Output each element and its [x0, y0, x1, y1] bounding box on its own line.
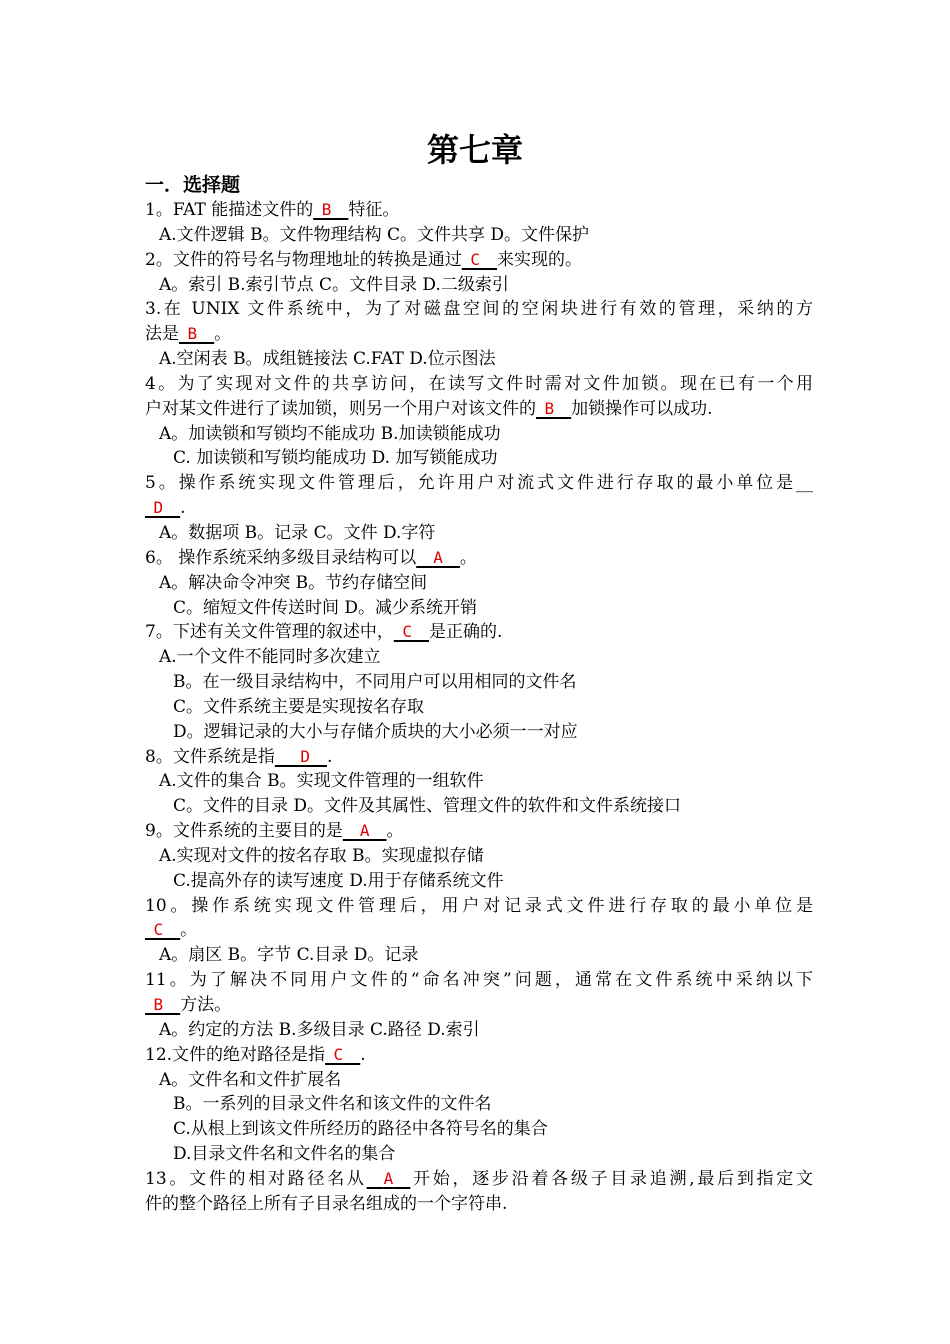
question-line: 8。文件系统是指___D__. [145, 746, 333, 767]
option-line: A。数据项 B。记录 C。文件 D.字符 [159, 522, 436, 543]
answer-blank: _B__ [179, 324, 215, 345]
answer-letter: D [153, 498, 164, 518]
answer-blank: _B__ [313, 200, 349, 220]
option-line: A。扇区 B。字节 C.目录 D。记录 [159, 945, 419, 966]
option-line: A。解决命令冲突 B。节约存储空间 [159, 572, 428, 593]
question-line: 法是_B__。 [145, 324, 232, 345]
question-line: _C__。 [145, 920, 198, 941]
question-line: 4。为了实现对文件的共享访问，在读写文件时需对文件加锁。现在已有一个用 [145, 373, 813, 394]
answer-blank: __A__ [416, 547, 460, 568]
question-line: 2。文件的符号名与物理地址的转换是通过_C__来实现的。 [145, 249, 582, 270]
answer-blank: _B__ [145, 995, 181, 1015]
option-line: B。一系列的目录文件名和该文件的文件名 [173, 1094, 492, 1115]
option-line: C.从根上到该文件所经历的路径中各符号名的集合 [173, 1119, 548, 1140]
chapter-title: 第七章 [426, 131, 523, 169]
answer-letter: D [300, 746, 310, 766]
option-line: A。加读锁和写锁均不能成功 B.加读锁能成功 [159, 423, 501, 444]
option-line: B。在一级目录结构中，不同用户可以用相同的文件名 [173, 672, 577, 693]
answer-letter: C [153, 920, 164, 940]
question-line: 7。下述有关文件管理的叙述中，_C__是正确的. [145, 622, 503, 643]
question-line: 件的整个路径上所有子目录名组成的一个字符串. [145, 1193, 508, 1214]
answer-blank: ___D__ [274, 746, 327, 767]
option-line: C. 加读锁和写锁均能成功 D. 加写锁能成功 [173, 448, 498, 469]
question-line: _B__方法。 [145, 995, 232, 1015]
option-line: A.文件逻辑 B。文件物理结构 C。文件共享 D。文件保护 [159, 224, 590, 245]
option-line: A。约定的方法 B.多级目录 C.路径 D.索引 [159, 1019, 480, 1040]
option-line: C。缩短文件传送时间 D。减少系统开销 [173, 597, 478, 618]
question-line: 户对某文件进行了读加锁，则另一个用户对该文件的_B__加锁操作可以成功. [145, 398, 713, 419]
question-line: 13。文件的相对路径名从__A__开始，逐步沿着各级子目录追溯,最后到指定文 [145, 1168, 813, 1189]
option-line: A.实现对文件的按名存取 B。实现虚拟存储 [159, 845, 484, 866]
option-line: D。逻辑记录的大小与存储介质块的大小必须一一对应 [173, 721, 578, 742]
answer-letter: B [544, 398, 555, 418]
answer-blank: _D__ [145, 498, 181, 519]
option-line: C.提高外存的读写速度 D.用于存储系统文件 [173, 870, 504, 891]
option-line: A。文件名和文件扩展名 [159, 1069, 342, 1090]
answer-blank: _C__ [325, 1044, 361, 1065]
answer-blank: _C__ [145, 920, 181, 941]
answer-letter: C [470, 249, 480, 269]
answer-letter: B [321, 200, 332, 219]
option-line: C。文件的目录 D。文件及其属性、管理文件的软件和文件系统接口 [173, 796, 682, 817]
answer-letter: A [359, 821, 370, 841]
question-line: 12.文件的绝对路径是指_C__. [145, 1044, 366, 1065]
question-line: _D__. [145, 498, 186, 519]
answer-blank: _B__ [536, 398, 572, 419]
option-line: A。索引 B.索引节点 C。文件目录 D.二级索引 [159, 274, 509, 295]
question-line: 1。FAT 能描述文件的_B__特征。 [145, 200, 400, 220]
option-line: D.目录文件名和文件名的集合 [173, 1144, 396, 1165]
answer-blank: _C__ [393, 622, 429, 643]
answer-blank: __A__ [366, 1168, 411, 1189]
question-line: 5。操作系统实现文件管理后，允许用户对流式文件进行存取的最小单位是__ [145, 473, 813, 494]
option-line: A.空闲表 B。成组链接法 C.FAT D.位示图法 [159, 349, 496, 370]
question-list [145, 172, 813, 1217]
answer-letter: B [187, 324, 198, 344]
option-line: A.文件的集合 B。实现文件管理的一组软件 [159, 771, 484, 792]
question-line: 3.在 UNIX 文件系统中，为了对磁盘空间的空闲块进行有效的管理，采纳的方 [145, 299, 813, 320]
question-line: 10。操作系统实现文件管理后，用户对记录式文件进行存取的最小单位是 [145, 895, 813, 916]
question-line: 6。 操作系统采纳多级目录结构可以__A__。 [145, 547, 477, 568]
answer-blank: _C__ [461, 249, 497, 270]
question-line: 11。为了解决不同用户文件的“命名冲突”问题，通常在文件系统中采纳以下 [145, 970, 813, 991]
answer-letter: A [433, 547, 443, 567]
answer-letter: C [402, 622, 412, 642]
answer-letter: A [383, 1168, 394, 1188]
answer-blank: __A__ [342, 821, 387, 842]
section-heading: 一．选择题 [145, 174, 241, 196]
answer-letter: B [153, 995, 164, 1014]
option-line: C。文件系统主要是实现按名存取 [173, 696, 425, 717]
answer-letter: C [333, 1044, 344, 1064]
question-line: 9。文件系统的主要目的是__A__。 [145, 821, 404, 842]
option-line: A.一个文件不能同时多次建立 [159, 647, 381, 668]
